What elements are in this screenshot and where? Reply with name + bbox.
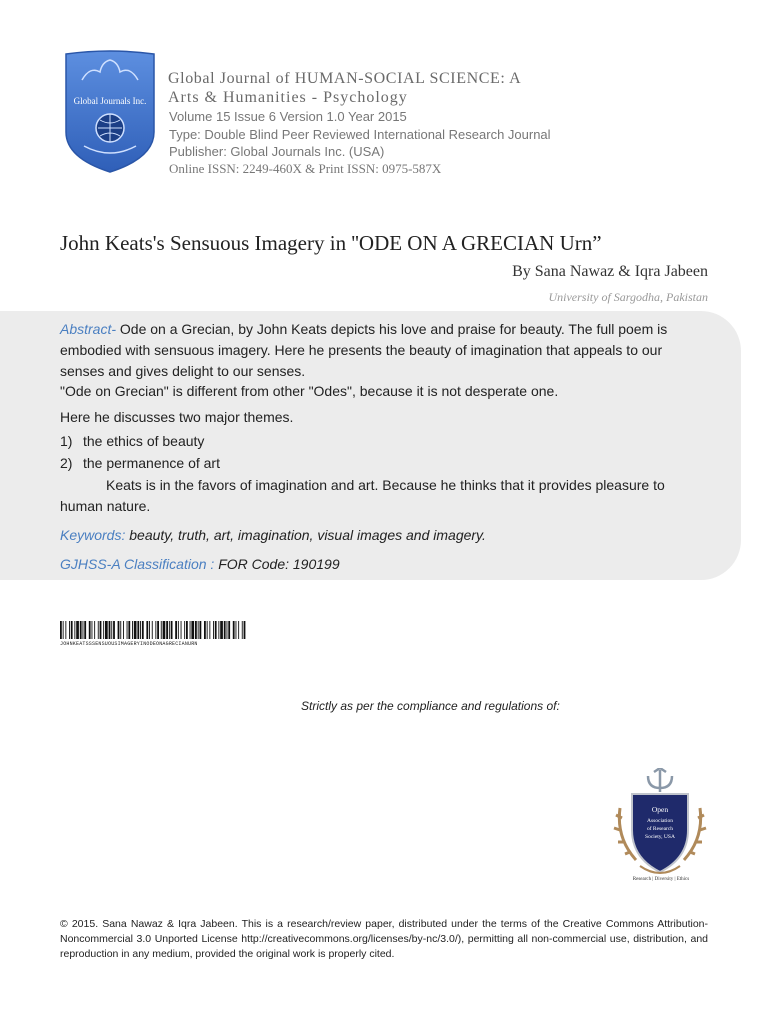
barcode-bar — [207, 621, 208, 639]
barcode-bar — [191, 621, 194, 639]
paper-authors: By Sana Nawaz & Iqra Jabeen — [512, 263, 708, 280]
barcode-bar — [84, 621, 86, 639]
barcode-bar — [166, 621, 168, 639]
journal-issn: Online ISSN: 2249-460X & Print ISSN: 0975-587X — [169, 161, 442, 176]
journal-type: Type: Double Blind Peer Reviewed International Research Journal — [169, 127, 551, 142]
barcode-bar — [111, 621, 112, 639]
barcode-bar — [227, 621, 228, 639]
abstract-label: Abstract- — [60, 321, 117, 337]
barcode-bar — [195, 621, 197, 639]
barcode-bar — [178, 621, 179, 639]
seal-line1: Open — [651, 805, 669, 814]
barcode-bar — [233, 621, 235, 639]
barcode-bar — [127, 621, 128, 639]
classification-label: GJHSS-A Classification : — [60, 556, 215, 572]
barcode-bar — [184, 621, 185, 639]
barcode-bar — [152, 621, 153, 639]
barcode-bar — [238, 621, 239, 639]
classification-code: FOR Code: 190199 — [218, 556, 340, 572]
journal-volume: Volume 15 Issue 6 Version 1.0 Year 2015 — [169, 109, 407, 124]
classification-line — [60, 554, 710, 575]
barcode-bar — [209, 621, 210, 639]
barcode-bar — [224, 621, 226, 639]
journal-publisher: Publisher: Global Journals Inc. (USA) — [169, 144, 385, 159]
barcode-bar — [190, 621, 191, 639]
barcode-bar — [149, 621, 150, 639]
barcode-bar — [181, 621, 182, 639]
keywords-line — [60, 525, 710, 546]
barcode-bar — [134, 621, 137, 639]
list-text: the permanence of art — [83, 455, 220, 471]
barcode-bar — [92, 621, 93, 639]
logo-text: Global Journals Inc. — [73, 96, 147, 106]
barcode-bar — [137, 621, 139, 639]
barcode-bar — [100, 621, 102, 639]
barcode-bar — [157, 621, 159, 639]
barcode-bar — [103, 621, 104, 639]
barcode-bar — [89, 621, 91, 639]
keywords-text: beauty, truth, art, imagination, visual images and imagery. — [129, 527, 486, 543]
barcode-bar — [146, 621, 148, 639]
journal-name: Global Journal of HUMAN-SOCIAL SCIENCE: A — [168, 70, 522, 87]
compliance-note: Strictly as per the compliance and regulations of: — [301, 699, 560, 713]
barcode-bar — [175, 621, 177, 639]
barcode-bar — [120, 621, 121, 639]
paper-affiliation: University of Sargodha, Pakistan — [548, 290, 708, 304]
barcode-bar — [74, 621, 75, 639]
barcode-bar — [242, 621, 243, 639]
list-text: the ethics of beauty — [83, 433, 205, 449]
barcode-bar — [69, 621, 70, 639]
barcode-bar — [228, 621, 230, 639]
seal-line3: of Research — [646, 826, 674, 832]
paper-title: John Keats's Sensuous Imagery in ''ODE ON A GRECIAN Urn” — [60, 231, 602, 255]
barcode-bar — [118, 621, 120, 639]
abstract-paragraph-4: Keats is in the favors of imagination and art. Because he thinks that it provides pleasure to human nature. — [60, 477, 665, 514]
seal-line4: Society, USA — [645, 834, 675, 840]
barcode-bar — [215, 621, 217, 639]
barcode-bar — [132, 621, 133, 639]
list-item — [60, 455, 220, 471]
barcode-bar — [140, 621, 141, 639]
license-text: © 2015. Sana Nawaz & Iqra Jabeen. This is a research/review paper, distributed under the terms of the Creative Commons Attribution-Noncommercial 3.0 Unported License http://creativecommons.org/licenses/by-nc/3.0/), permitting all non-commercial use, distribution, and reproduction in any medium, provided the original work is properly cited. — [60, 918, 708, 960]
abstract-text-1: Ode on a Grecian, by John Keats depicts his love and praise for beauty. The full poem is embodied with sensuous imagery. Here he presents the beauty of imagination that appeals to our senses and gives delight to our senses. — [60, 321, 668, 379]
barcode-bar — [236, 621, 237, 639]
barcode-bar — [105, 621, 108, 639]
barcode-bar — [65, 621, 66, 639]
barcode-bar — [80, 621, 82, 639]
seal-motto: Research | Diversity | Ethics — [632, 877, 690, 882]
barcode-text: JOHNKEATSSSENSUOUSIMAGERYINODEONAGRECIANURN — [60, 641, 198, 647]
barcode-bar — [220, 621, 223, 639]
barcode-bar — [71, 621, 73, 639]
barcode-bar — [63, 621, 64, 639]
barcode-bar — [244, 621, 246, 639]
barcode-bar — [200, 621, 202, 639]
barcode-bar — [213, 621, 214, 639]
abstract-paragraph-1 — [60, 319, 710, 382]
keywords-label: Keywords: — [60, 527, 126, 543]
list-number: 1) — [60, 433, 73, 449]
barcode-bar — [76, 621, 79, 639]
barcode-bar — [169, 621, 170, 639]
seal-line2: Association — [647, 818, 673, 824]
barcode-bar — [113, 621, 115, 639]
oars-seal-logo — [610, 768, 710, 886]
barcode-bar — [98, 621, 99, 639]
barcode-bar — [171, 621, 173, 639]
barcode-bar — [186, 621, 188, 639]
list-item — [60, 433, 204, 449]
abstract-paragraph-2: "Ode on Grecian" is different from other "Odes", because it is not desperate one. — [60, 383, 559, 399]
global-journals-logo — [62, 50, 158, 176]
barcode-bar — [94, 621, 95, 639]
barcode-bar — [60, 621, 62, 639]
list-number: 2) — [60, 455, 73, 471]
barcode-bar — [155, 621, 156, 639]
barcode-bar — [204, 621, 206, 639]
barcode-bar — [163, 621, 166, 639]
barcode-bar — [109, 621, 111, 639]
abstract-paragraph-3: Here he discusses two major themes. — [60, 409, 294, 425]
barcode-bar — [83, 621, 84, 639]
barcode-bar — [142, 621, 144, 639]
barcode-bar — [128, 621, 130, 639]
barcode-bar — [218, 621, 219, 639]
barcode-bar — [161, 621, 162, 639]
journal-section: Arts & Humanities - Psychology — [168, 89, 408, 106]
barcode-bar — [198, 621, 199, 639]
barcode-bar — [123, 621, 124, 639]
